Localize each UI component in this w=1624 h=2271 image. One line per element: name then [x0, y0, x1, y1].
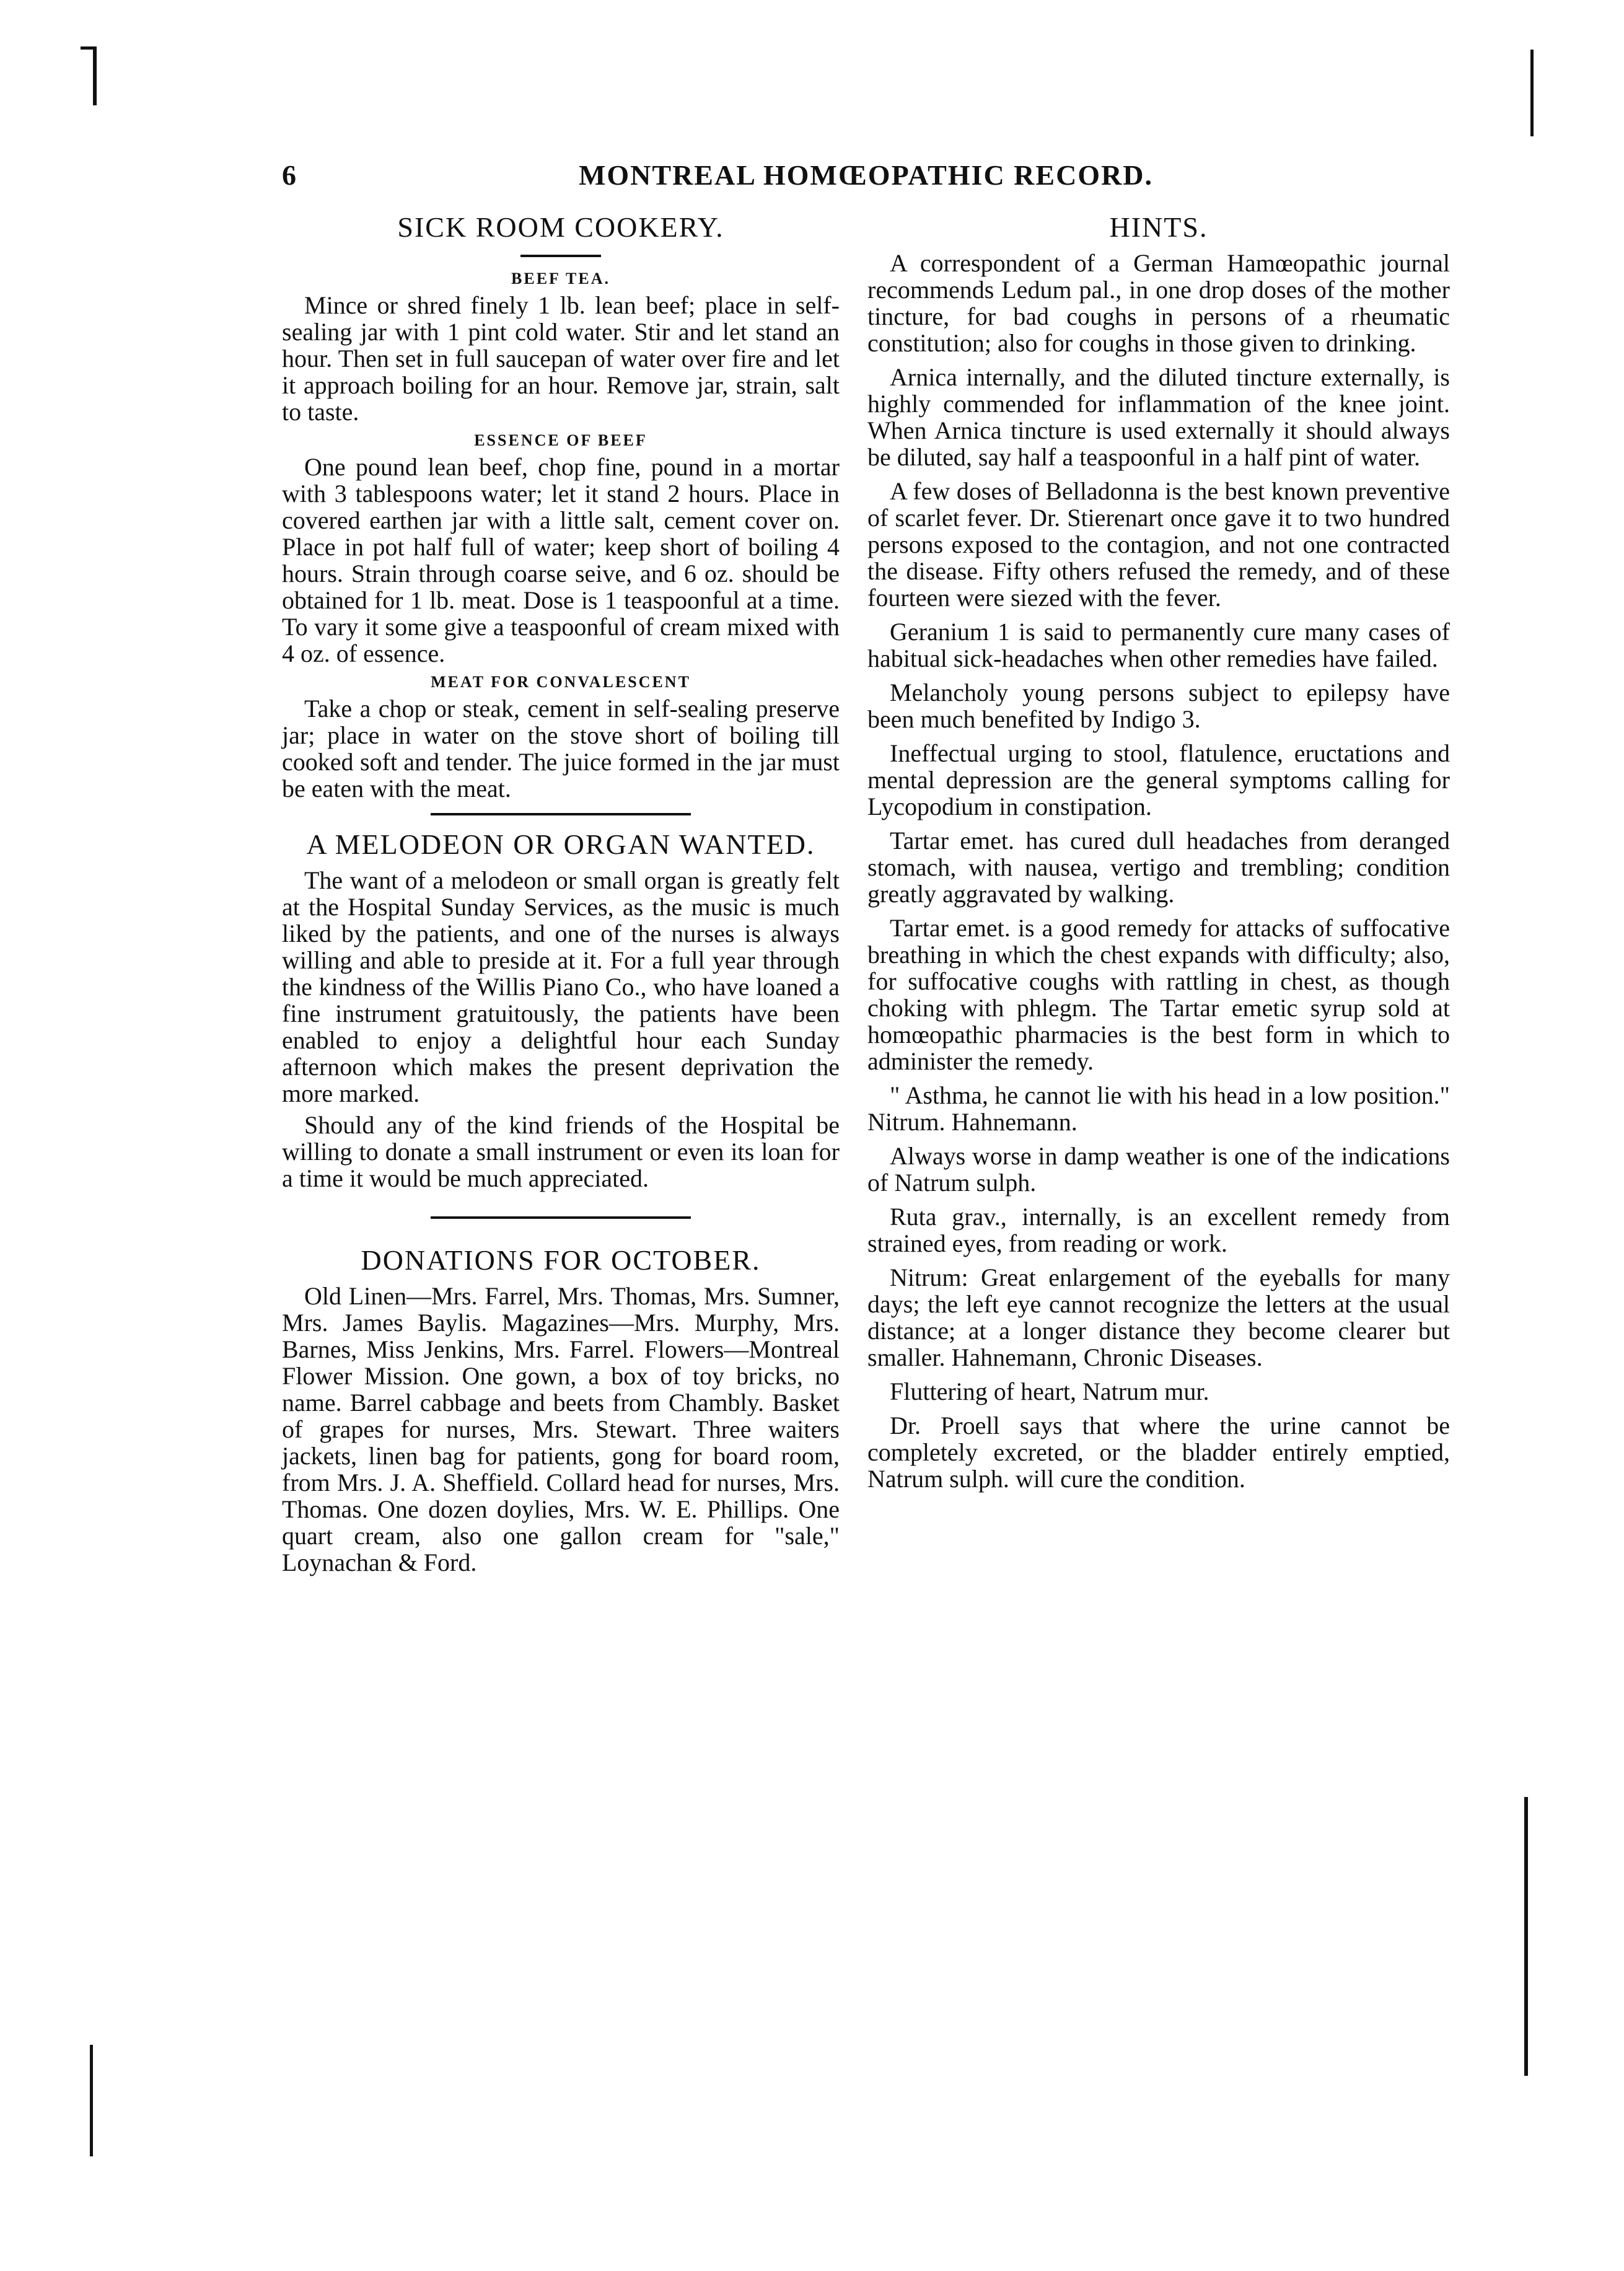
page-number: 6	[282, 159, 296, 191]
divider	[431, 813, 691, 815]
donations-text: Old Linen—Mrs. Farrel, Mrs. Thomas, Mrs. Sumner, Mrs. James Baylis. Magazines—Mrs. Murphy, Mrs. Barnes, Miss Jenkins, Mrs. Farrel. Flowers—Montreal Flower Mission. One gown, a box of toy bricks, no name. Barrel cabbage and beets from Chambly. Basket of grapes for nurses, Mrs. Stewart. Three waiters jackets, linen bag for patients, gong for board room, from Mrs. J. A. Sheffield. Collard head for nurses, Mrs. Thomas. One dozen doylies, Mrs. W. E. Phillips. One quart cream, also one gallon cream for "sale," Loynachan & Ford.	[282, 1282, 840, 1576]
melodeon-text-2: Should any of the kind friends of the Hospital be willing to donate a small instrument or even its loan for a time it would be much appreciated.	[282, 1111, 840, 1192]
donations-title: DONATIONS FOR OCTOBER.	[361, 1244, 761, 1276]
sick-room-title: SICK ROOM COOKERY.	[397, 211, 724, 243]
scan-edge-mark	[1530, 50, 1534, 136]
meat-text: Take a chop or steak, cement in self-sealing preserve jar; place in water on the stove short of boiling till cooked soft and tender. The juice formed in the jar must be eaten with the meat.	[282, 695, 840, 802]
hint-paragraph: Ruta grav., internally, is an excellent remedy from strained eyes, from reading or work.	[867, 1203, 1450, 1257]
journal-title: MONTREAL HOMŒOPATHIC RECORD.	[578, 159, 1154, 191]
hint-paragraph: A few doses of Belladonna is the best known preventive of scarlet fever. Dr. Stierenart once gave it to two hundred persons exposed to the contagion, and not one contracted the disease. Fifty others refused the remedy, and of these fourteen were siezed with the fever.	[867, 477, 1450, 612]
melodeon-text-1: The want of a melodeon or small organ is greatly felt at the Hospital Sunday Services, as the music is much liked by the patients, and one of the nurses is always willing and able to preside at it. For a full year through the kindness of the Willis Piano Co., who have loaned a fine instrument gratuitously, the patients have been enabled to enjoy a delightful hour each Sunday afternoon which makes the present deprivation the more marked.	[282, 866, 840, 1107]
hint-paragraph: Melancholy young persons subject to epilepsy have been much benefited by Indigo 3.	[867, 679, 1450, 733]
essence-heading: ESSENCE OF BEEF	[474, 431, 647, 449]
right-column	[867, 211, 1450, 1500]
divider	[431, 1216, 691, 1219]
scan-edge-mark	[90, 2045, 93, 2156]
hints-title: HINTS.	[1109, 211, 1208, 243]
hint-paragraph: A correspondent of a German Hamœopathic journal recommends Ledum pal., in one drop doses of the mother tincture, for bad coughs in persons of a rheumatic constitution; also for coughs in those given to drinking.	[867, 249, 1450, 357]
meat-heading: MEAT FOR CONVALESCENT	[431, 673, 691, 691]
scan-edge-mark	[1524, 1797, 1528, 2076]
melodeon-title: A MELODEON OR ORGAN WANTED.	[306, 828, 815, 860]
hint-paragraph: Geranium 1 is said to permanently cure many cases of habitual sick-headaches when other remedies have failed.	[867, 618, 1450, 672]
hint-paragraph: Ineffectual urging to stool, flatulence, eructations and mental depression are the general symptoms calling for Lycopodium in constipation.	[867, 739, 1450, 820]
scan-edge-mark	[81, 46, 97, 50]
beef-tea-heading: BEEF TEA.	[511, 270, 610, 288]
beef-tea-text: Mince or shred finely 1 lb. lean beef; place in self-sealing jar with 1 pint cold water. Stir and let stand an hour. Then set in full saucepan of water over fire and let it approach boiling for an hour. Remove jar, strain, salt to taste.	[282, 291, 840, 426]
left-column	[282, 211, 840, 1581]
hint-paragraph: Fluttering of heart, Natrum mur.	[890, 1377, 1209, 1405]
scan-edge-mark	[93, 46, 97, 105]
hint-paragraph: Tartar emet. is a good remedy for attacks of suffocative breathing in which the chest expands with difficulty; also, for suffocative coughs with rattling in chest, as though choking with phlegm. The Tartar emetic syrup sold at homœopathic pharmacies is the best form in which to administer the remedy.	[867, 914, 1450, 1075]
hint-paragraph: Arnica internally, and the diluted tincture externally, is highly commended for inflammation of the knee joint. When Arnica tincture is used externally it should always be diluted, say half a teaspoonful in a half pint of water.	[867, 363, 1450, 471]
hint-paragraph: Tartar emet. has cured dull headaches from deranged stomach, with nausea, vertigo and trembling; condition greatly aggravated by walking.	[867, 827, 1450, 908]
hint-paragraph: Nitrum: Great enlargement of the eyeballs for many days; the left eye cannot recognize the letters at the usual distance; at a longer distance they become clearer but smaller. Hahnemann, Chronic Diseases.	[867, 1263, 1450, 1371]
essence-text: One pound lean beef, chop fine, pound in a mortar with 3 tablespoons water; let it stand 2 hours. Place in covered earthen jar with a little salt, cement cover on. Place in pot half full of water; keep short of boiling 4 hours. Strain through coarse seive, and 6 oz. should be obtained for 1 lb. meat. Dose is 1 teaspoonful at a time. To vary it some give a teaspoonful of cream mixed with 4 oz. of essence.	[282, 453, 840, 667]
hint-paragraph: Always worse in damp weather is one of the indications of Natrum sulph.	[867, 1142, 1450, 1197]
hint-paragraph: " Asthma, he cannot lie with his head in a low position." Nitrum. Hahnemann.	[867, 1081, 1450, 1136]
hint-paragraph: Dr. Proell says that where the urine cannot be completely excreted, or the bladder entirely emptied, Natrum sulph. will cure the condition.	[867, 1412, 1450, 1493]
divider	[520, 255, 601, 257]
page-header	[282, 159, 1450, 202]
